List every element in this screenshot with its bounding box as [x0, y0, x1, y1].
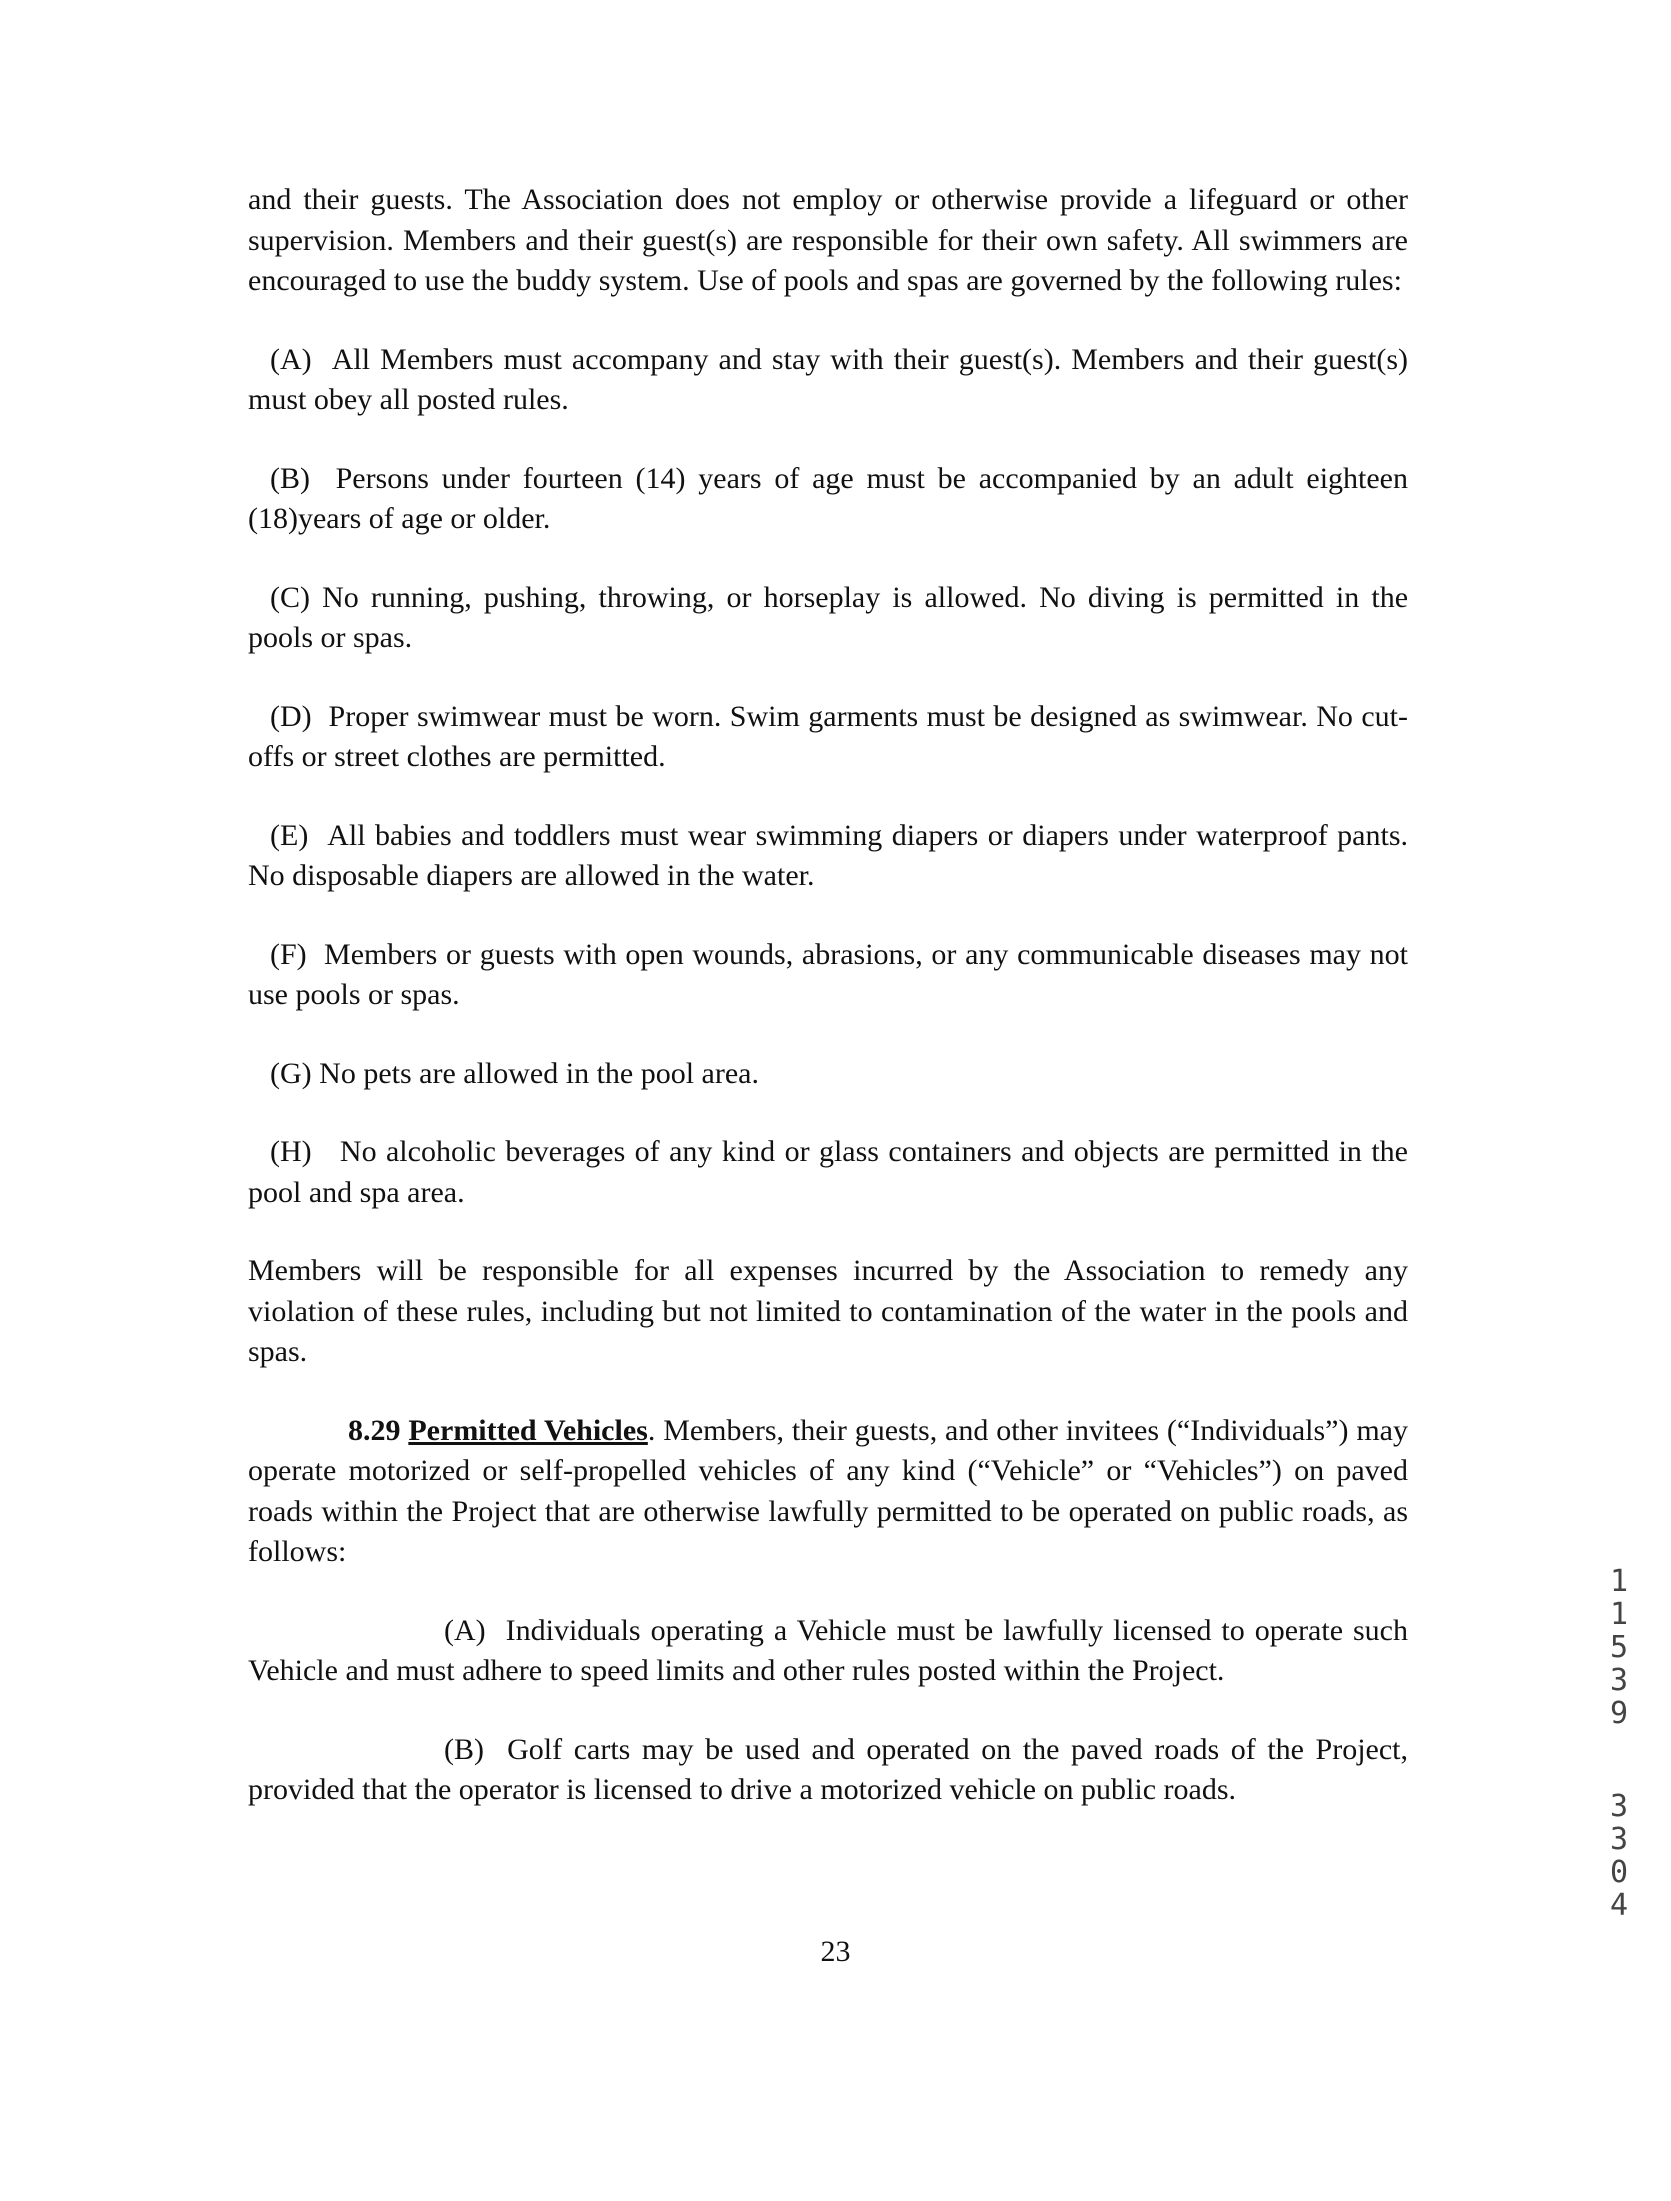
- section-8-29: [248, 1411, 1408, 1573]
- rule-label: (B): [270, 461, 310, 495]
- recording-stamp: [1603, 1565, 1635, 1922]
- stamp-digit: 9: [1609, 1696, 1629, 1731]
- rule-text: No pets are allowed in the pool area.: [319, 1056, 759, 1090]
- vehicle-rule-b: [248, 1730, 1408, 1811]
- rule-text: Members or guests with open wounds, abrasions, or any communicable diseases may not use pools or spas.: [248, 937, 1409, 1011]
- pool-rules-list: [248, 340, 1408, 1214]
- stamp-digit: 3: [1609, 1822, 1629, 1857]
- rule-text: All Members must accompany and stay with their guest(s). Members and their guest(s) must obey all posted rules.: [248, 342, 1408, 416]
- stamp-digit: 1: [1609, 1597, 1629, 1632]
- stamp-digit: 3: [1609, 1789, 1629, 1824]
- rule-label: (E): [270, 818, 309, 852]
- stamp-digit: 5: [1609, 1630, 1629, 1665]
- section-title: Permitted Vehicles: [408, 1413, 648, 1447]
- rule-item-h: [248, 1132, 1408, 1213]
- page-number: 23: [820, 1935, 851, 1968]
- intro-paragraph: and their guests. The Association does not employ or otherwise provide a lifeguard or other supervision. Members and their guest(s) are responsible for their own safety. All swimmers are encouraged to use the buddy system. Use of pools and spas are governed by the following rules:: [248, 183, 1408, 297]
- rule-text: Proper swimwear must be worn. Swim garments must be designed as swimwear. No cut-offs or street clothes are permitted.: [248, 699, 1408, 773]
- stamp-digit: 3: [1609, 1663, 1629, 1698]
- rule-text: Persons under fourteen (14) years of age must be accompanied by an adult eighteen (18)years of age or older.: [248, 461, 1408, 535]
- section-number: 8.29: [348, 1413, 401, 1447]
- rule-item-c: [248, 578, 1408, 659]
- rule-item-g: [248, 1054, 1408, 1095]
- closing-paragraph: Members will be responsible for all expenses incurred by the Association to remedy any violation of these rules, including but not limited to contamination of the water in the pools and spas.: [248, 1254, 1408, 1368]
- page-content: [248, 180, 1408, 1849]
- rule-label: (G): [270, 1056, 312, 1090]
- section-body: . Members, their guests, and other invitees (“Individuals”) may operate motorized or self-propelled vehicles of any kind (“Vehicle” or “Vehicles”) on paved roads within the Project that are otherwise lawfully permitted to be operated on public roads, as follows:: [248, 1413, 1408, 1568]
- vehicle-rule-a: [248, 1611, 1408, 1692]
- rule-label: (A): [270, 342, 312, 376]
- rule-text: No alcoholic beverages of any kind or glass containers and objects are permitted in the pool and spa area.: [248, 1135, 1408, 1209]
- subitem-label: (B): [444, 1732, 484, 1766]
- rule-text: No running, pushing, throwing, or horseplay is allowed. No diving is permitted in the pools or spas.: [248, 580, 1409, 654]
- stamp-digit: 4: [1609, 1888, 1629, 1923]
- rule-label: (C): [270, 580, 310, 614]
- rule-label: (H): [270, 1135, 312, 1168]
- rule-label: (D): [270, 699, 312, 733]
- rule-text: All babies and toddlers must wear swimming diapers or diapers under waterproof pants. No disposable diapers are allowed in the water.: [248, 818, 1408, 892]
- stamp-gap: [1603, 1730, 1635, 1790]
- rule-item-a: [248, 340, 1408, 421]
- subitem-text: Individuals operating a Vehicle must be lawfully licensed to operate such Vehicle and must adhere to speed limits and other rules posted within the Project.: [248, 1613, 1408, 1687]
- stamp-digit: 0: [1609, 1855, 1629, 1890]
- subitem-text: Golf carts may be used and operated on the paved roads of the Project, provided that the operator is licensed to drive a motorized vehicle on public roads.: [248, 1732, 1409, 1806]
- rule-item-f: [248, 935, 1408, 1016]
- rule-item-b: [248, 459, 1408, 540]
- rule-item-d: [248, 697, 1408, 778]
- subitem-label: (A): [444, 1613, 486, 1647]
- rule-item-e: [248, 816, 1408, 897]
- stamp-digit: 1: [1609, 1564, 1629, 1599]
- rule-label: (F): [270, 937, 307, 971]
